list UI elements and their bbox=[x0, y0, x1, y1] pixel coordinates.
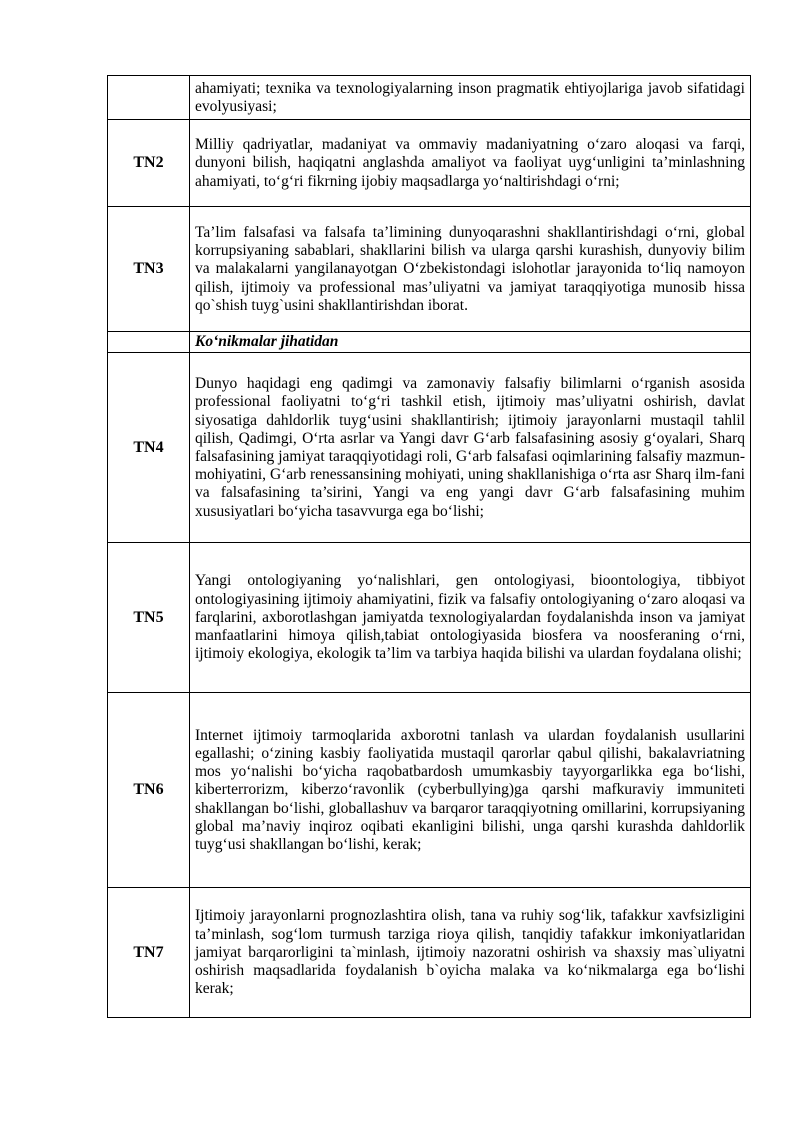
row-code: TN5 bbox=[108, 543, 190, 693]
table-row bbox=[108, 353, 751, 543]
table-row bbox=[108, 888, 751, 1018]
row-code: TN7 bbox=[108, 888, 190, 1018]
row-text: Ta’lim falsafasi va falsafa ta’limining dunyoqarashni shakllantirishdagi o‘rni, global korrupsiyaning sabablari, shakllarini bilish va ularga qarshi kurashish, dunyoviy bilim va malakalarni yangilanayotgan O‘zbekistondagi islohotlar jarayonida to‘liq namoyon qilish, ijtimoiy va professional mas’uliyatni va jamiyat taraqqiyotiga munosib hissa qo`shish tuyg`usini shakllantirishdan iborat. bbox=[190, 207, 751, 332]
table-row bbox=[108, 207, 751, 332]
row-text: Dunyo haqidagi eng qadimgi va zamonaviy falsafiy bilimlarni o‘rganish asosida professional faoliyatni to‘g‘ri tashkil etish, ijtimoiy mas’uliyatni oshirish, davlat siyosatiga dahldorlik tuyg‘usini shakllantirish; ijtimoiy jarayonlarni mustaqil tahlil qilish, Qadimgi, O‘rta asrlar va Yangi davr G‘arb falsafasining asosiy g‘oyalari, Sharq falsafasining jamiyat taraqqiyotidagi roli, G‘arb falsafasi oqimlarining falsafiy mazmun-mohiyatini, G‘arb renessansining mohiyati, uning shakllanishiga o‘rta asr Sharq ilm-fani va falsafasining ta’sirini, Yangi va eng yangi davr G‘arb falsafasining muhim xususiyatlari bo‘yicha tasavvurga ega bo‘lishi; bbox=[190, 353, 751, 543]
row-code: TN3 bbox=[108, 207, 190, 332]
row-text: Ijtimoiy jarayonlarni prognozlashtira olish, tana va ruhiy sog‘lik, tafakkur xavfsizligini ta’minlash, sog‘lom turmush tarziga rioya qilish, tanqidiy tafakkur imkoniyatlaridan jamiyat barqarorligini ta`minlash, ijtimoiy nazoratni oshirish va shaxsiy mas`uliyatni oshirish maqsadlarida foydalanish b`oyicha malaka va ko‘nikmalarga ega bo‘lishi kerak; bbox=[190, 888, 751, 1018]
row-text: Milliy qadriyatlar, madaniyat va ommaviy madaniyatning o‘zaro aloqasi va farqi, dunyoni bilish, haqiqatni anglashda amaliyot va faoliyat uyg‘unligini ta’minlashning ahamiyati, to‘g‘ri fikrning ijobiy maqsadlarga yo‘naltirishdagi o‘rni; bbox=[190, 120, 751, 207]
section-title: Ko‘nikmalar jihatidan bbox=[190, 332, 751, 353]
table-row bbox=[108, 76, 751, 120]
table-row bbox=[108, 543, 751, 693]
row-code: TN2 bbox=[108, 120, 190, 207]
competencies-table bbox=[107, 75, 751, 1018]
row-code: TN6 bbox=[108, 693, 190, 888]
row-text: ahamiyati; texnika va texnologiyalarning inson pragmatik ehtiyojlariga javob sifatidagi evolyusiyasi; bbox=[190, 76, 751, 120]
row-code bbox=[108, 76, 190, 120]
table-row bbox=[108, 120, 751, 207]
table-row bbox=[108, 693, 751, 888]
table-row bbox=[108, 332, 751, 353]
row-text: Internet ijtimoiy tarmoqlarida axborotni tanlash va ulardan foydalanish usullarini egallashi; o‘zining kasbiy faoliyatida mustaqil qarorlar qabul qilishi, bakalavriatning mos yo‘nalishi bo‘yicha raqobatbardosh umumkasbiy tayyorgarlikka ega bo‘lishi, kiberterrorizm, kiberzo‘ravonlik (cyberbullying)ga qarshi mafkuraviy immuniteti shakllangan bo‘lishi, globallashuv va barqaror taraqqiyotning omillarini, korrupsiyaning global ma’naviy inqiroz oqibati ekanligini bilishi, unga qarshi kurashda dahldorlik tuyg‘usi shakllangan bo‘lishi, kerak; bbox=[190, 693, 751, 888]
row-text: Yangi ontologiyaning yo‘nalishlari, gen ontologiyasi, bioontologiya, tibbiyot ontologiyasining ijtimoiy ahamiyatini, fizik va falsafiy ontologiyaning o‘zaro aloqasi va farqlarini, axborotlashgan jamiyatda texnologiyalardan foydalanishda inson va jamiyat manfaatlarini himoya qilish,tabiat ontologiyasida biosfera va noosferaning o‘rni, ijtimoiy ekologiya, ekologik ta’lim va tarbiya haqida bilishi va ulardan foydalana olishi; bbox=[190, 543, 751, 693]
row-code bbox=[108, 332, 190, 353]
row-code: TN4 bbox=[108, 353, 190, 543]
